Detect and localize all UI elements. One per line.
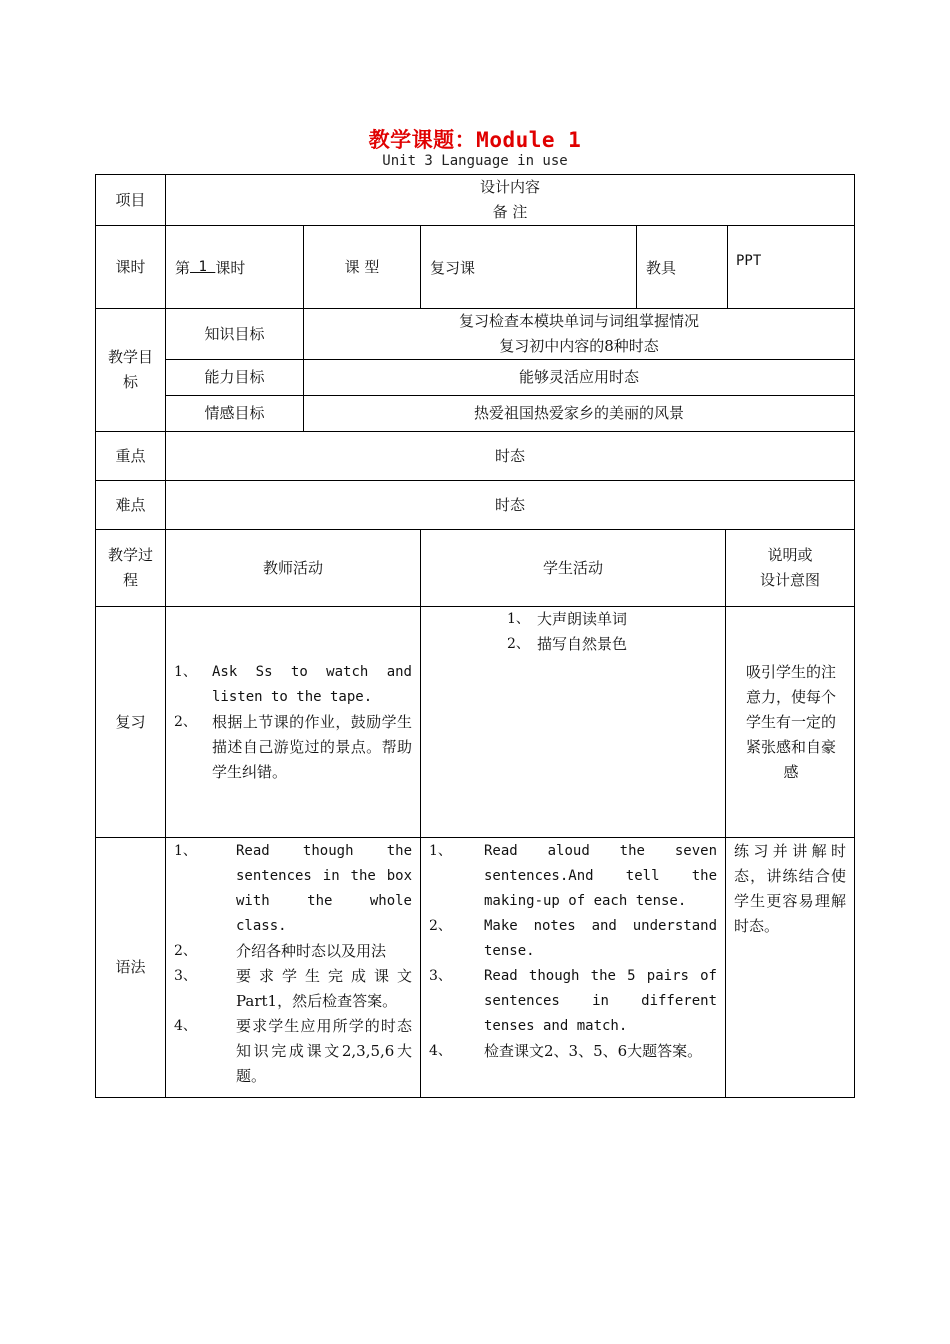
grammar-note-cell — [725, 837, 855, 1098]
lesson-tools-value-cell — [727, 225, 855, 309]
emotion-value: 热爱祖国热爱家乡的美丽的风景 — [473, 404, 684, 422]
lesson-suffix: 课时 — [215, 258, 246, 277]
difficulty-value: 时态 — [494, 495, 525, 514]
list-item: 3、 要求学生完成课文Part1，然后检查答案。 — [174, 967, 412, 1010]
lesson-label-cell — [95, 225, 166, 309]
header-remark-label: 备 注 — [492, 203, 528, 221]
ability-value-cell — [303, 359, 855, 396]
header-item-cell — [95, 174, 166, 226]
note-header-cell — [725, 529, 855, 607]
lesson-tools-label: 教具 — [646, 258, 677, 277]
difficulty-label: 难点 — [115, 495, 146, 514]
goals-label-cell — [95, 308, 166, 432]
knowledge-line1: 复习检查本模块单词与词组掌握情况 — [458, 312, 699, 330]
emotion-value-cell — [303, 395, 855, 432]
ability-value: 能够灵活应用时态 — [518, 368, 639, 386]
list-item: 2、 Make notes and understand tense. — [429, 918, 717, 959]
list-item: 2、 介绍各种时态以及用法 — [174, 942, 387, 960]
keypoint-label-cell — [95, 431, 166, 481]
list-item: 1、 Read aloud the seven sentences.And tell the making-up of each tense. — [429, 843, 717, 909]
list-item: 1、 大声朗读单词 — [507, 610, 628, 628]
ability-label-cell — [165, 359, 304, 396]
student-activity-label: 学生活动 — [542, 558, 603, 577]
emotion-label-cell — [165, 395, 304, 432]
grammar-label-cell — [95, 837, 166, 1098]
lesson-type-label-cell — [303, 225, 421, 309]
page-title: 教学课题：Module 1 — [368, 128, 582, 152]
note-label-line1: 说明或 — [767, 546, 813, 564]
list-item: 2、 描写自然景色 — [507, 635, 628, 653]
goals-label: 教学目标 — [107, 348, 153, 391]
lesson-label: 课时 — [115, 257, 146, 276]
list-item: 2、 根据上节课的作业，鼓励学生描述自己游览过的景点。帮助学生纠错。 — [174, 713, 412, 781]
header-content-label: 设计内容 — [479, 178, 540, 196]
lesson-type-label: 课 型 — [344, 257, 380, 276]
list-item: 1、 Ask Ss to watch and listen to the tape. — [174, 664, 412, 705]
knowledge-label: 知识目标 — [204, 324, 265, 343]
review-label: 复习 — [115, 712, 146, 731]
knowledge-line2: 复习初中内容的8种时态 — [499, 337, 659, 355]
emotion-label: 情感目标 — [204, 404, 265, 422]
difficulty-value-cell — [165, 480, 855, 530]
lesson-type-value-cell — [420, 225, 637, 309]
grammar-student-cell — [420, 837, 726, 1098]
lesson-number: 1 — [190, 259, 216, 275]
review-note-cell — [725, 606, 855, 838]
lesson-number-cell — [165, 225, 304, 309]
keypoint-value-cell — [165, 431, 855, 481]
keypoint-label: 重点 — [115, 446, 146, 465]
review-label-cell — [95, 606, 166, 838]
lesson-prefix: 第 — [175, 258, 191, 277]
review-teacher-cell — [165, 606, 421, 838]
header-item-label: 项目 — [115, 190, 146, 209]
list-item: 4、 要求学生应用所学的时态知识完成课文2,3,5,6大题。 — [174, 1017, 412, 1085]
knowledge-value-cell — [303, 308, 855, 360]
difficulty-label-cell — [95, 480, 166, 530]
review-note: 吸引学生的注意力，使每个学生有一定的紧张感和自豪感 — [745, 663, 836, 781]
grammar-label: 语法 — [115, 958, 146, 976]
student-activity-header-cell — [420, 529, 726, 607]
review-student-cell — [420, 606, 726, 838]
process-label-cell — [95, 529, 166, 607]
ability-label: 能力目标 — [204, 368, 265, 386]
lesson-type-value: 复习课 — [430, 258, 476, 277]
list-item: 4、 检查课文2、3、5、6大题答案。 — [429, 1042, 703, 1060]
lesson-tools-value: PPT — [736, 253, 762, 269]
teacher-activity-label: 教师活动 — [262, 558, 323, 577]
list-item: 1、 Read though the sentences in the box with the whole class. — [174, 843, 412, 934]
lesson-tools-label-cell — [636, 225, 728, 309]
teacher-activity-header-cell — [165, 529, 421, 607]
knowledge-label-cell — [165, 308, 304, 360]
page-subtitle: Unit 3 Language in use — [382, 153, 568, 169]
grammar-teacher-cell — [165, 837, 421, 1098]
header-content-cell — [165, 174, 855, 226]
process-label: 教学过程 — [107, 546, 153, 589]
list-item: 3、 Read though the 5 pairs of sentences in different tenses and match. — [429, 968, 717, 1034]
grammar-note: 练习并讲解时态，讲练结合使学生更容易理解时态。 — [734, 842, 846, 935]
note-label-line2: 设计意图 — [759, 571, 820, 589]
keypoint-value: 时态 — [494, 446, 525, 465]
